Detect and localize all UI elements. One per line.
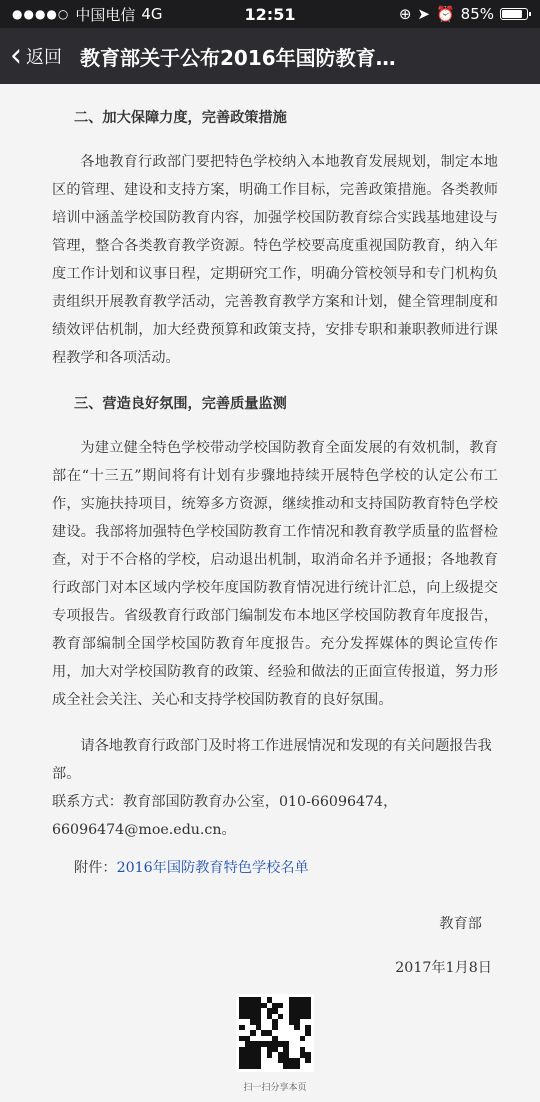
chevron-left-icon: ‹ — [10, 36, 22, 75]
page-title: 教育部关于公布2016年国防教育… — [80, 45, 396, 70]
article-body — [0, 84, 540, 1102]
qr-code-image[interactable] — [236, 994, 314, 1072]
qr-caption: 扫一扫分享本页 — [243, 1083, 307, 1093]
section-paragraph-3: 为建立健全特色学校带动学校国防教育全面发展的有效机制，教育部在“十三五”期间将有计划有步骤地持续开展特色学校的认定公布工作，实施扶持项目，统筹多方资源，继续推动和支持国防教育特色学校建设。我部将加强特色学校国防教育工作情况和教育教学质量的监督检查，对于不合格的学校，启动退出机制，取消命名并予通报；各地教育行政部门对本区域内学校年度国防教育情况进行统计汇总，向上级提交专项报告。省级教育行政部门编制发布本地区学校国防教育年度报告，教育部编制全国学校国防教育年度报告。充分发挥媒体的舆论宣传作用，加大对学校国防教育的政策、经验和做法的正面宣传报道，努力形成全社会关注、关心和支持学校国防教育的良好氛围。 — [52, 440, 498, 708]
qr-section — [230, 994, 320, 1102]
network-label: 4G — [141, 5, 163, 23]
contact-info: 联系方式：教育部国防教育办公室，010-66096474，66096474@moe.edu.cn。 — [52, 794, 398, 838]
section-heading-3: 三、营造良好氛围，完善质量监测 — [74, 396, 287, 412]
battery-icon — [500, 8, 528, 20]
battery-percent: 85% — [460, 5, 494, 23]
carrier-label: 中国电信 — [75, 5, 136, 24]
status-time: 12:51 — [244, 4, 296, 24]
attachment-link[interactable]: 2016年国防教育特色学校名单 — [116, 860, 309, 876]
signal-icon: ●●●●○ — [12, 7, 70, 21]
back-button[interactable] — [10, 36, 62, 75]
status-bar — [0, 0, 540, 28]
attachment-label: 附件： — [74, 860, 117, 876]
section-heading-2: 二、加大保障力度，完善政策措施 — [74, 110, 287, 126]
attachment-row — [52, 854, 498, 882]
status-left — [12, 4, 163, 25]
section-paragraph-2: 各地教育行政部门要把特色学校纳入本地教育发展规划，制定本地区的管理、建设和支持方案，明确工作目标，完善政策措施。各类教师培训中涵盖学校国防教育内容，加强学校国防教育综合实践基地建设与管理，整合各类教育教学资源。特色学校要高度重视国防教育，纳入年度工作计划和议事日程，定期研究工作，明确分管校领导和专门机构负责组织开展教育教学活动，完善教育教学方案和计划，健全管理制度和绩效评估机制，加大经费预算和政策支持，安排专职和兼职教师进行课程教学和各项活动。 — [52, 154, 498, 366]
signature: 教育部 — [439, 916, 482, 932]
back-label: 返回 — [26, 47, 62, 68]
publish-date: 2017年1月8日 — [395, 960, 492, 976]
rotation-lock-icon: ⊕ — [398, 5, 412, 23]
report-request: 请各地教育行政部门及时将工作进展情况和发现的有关问题报告我部。 — [52, 738, 492, 782]
alarm-icon: ⏰ — [435, 5, 455, 23]
status-right — [399, 5, 528, 23]
location-icon: ➤ — [417, 5, 430, 23]
nav-bar — [0, 28, 540, 84]
